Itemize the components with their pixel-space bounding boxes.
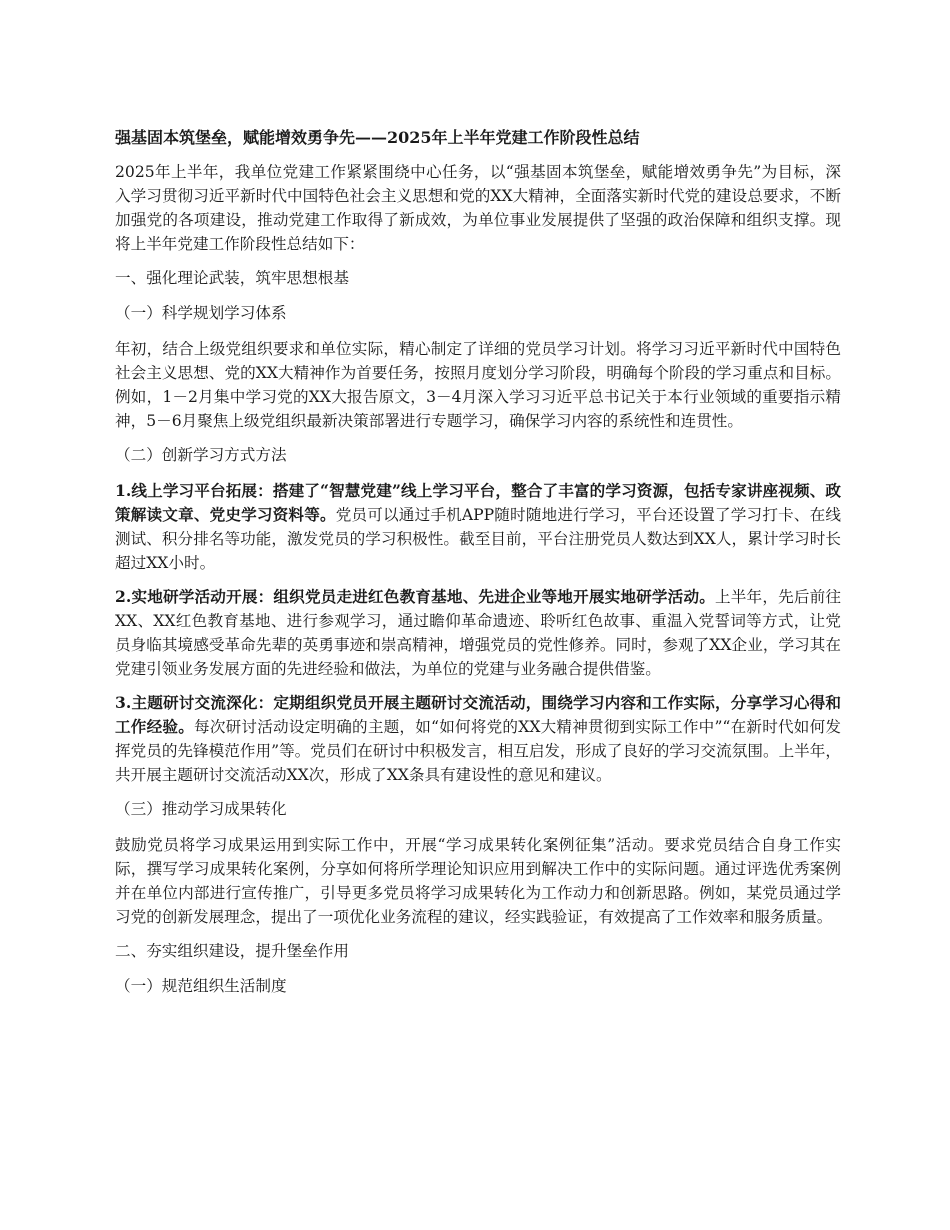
intro-paragraph: 2025年上半年，我单位党建工作紧紧围绕中心任务，以“强基固本筑堡垒，赋能增效勇争先”为目标，深入学习贯彻习近平新时代中国特色社会主义思想和党的XX大精神，全面落实新时代党的建设总要求，不断加强党的各项建设，推动党建工作取得了新成效，为单位事业发展提供了坚强的政治保障和组织支撑。现将上半年党建工作阶段性总结如下： xyxy=(115,163,841,253)
learning-item-2-text: 上半年，先后前往XX、XX红色教育基地、进行参观学习，通过瞻仰革命遗迹、聆听红色故事、重温入党誓词等方式，让党员身临其境感受革命先辈的英勇事迹和崇高精神，增强党员的党性修养。同时，参观了XX企业，学习其在党建引领业务发展方面的先进经验和做法，为单位的党建与业务融合提供借鉴。 xyxy=(115,588,842,678)
learning-item-2 xyxy=(115,585,841,681)
document-page xyxy=(115,126,841,1010)
section-2-sub-1-heading: （一）规范组织生活制度 xyxy=(115,977,287,995)
section-1-sub-1-heading: （一）科学规划学习体系 xyxy=(115,304,287,322)
learning-item-1-text: 党员可以通过手机APP随时随地进行学习，平台还设置了学习打卡、在线测试、积分排名等功能，激发党员的学习积极性。截至目前，平台注册党员人数达到XX人，累计学习时长超过XX小时。 xyxy=(115,506,841,572)
section-1-heading: 一、强化理论武装，筑牢思想根基 xyxy=(115,269,349,287)
section-1-sub-1-paragraph: 年初，结合上级党组织要求和单位实际，精心制定了详细的党员学习计划。将学习习近平新时代中国特色社会主义思想、党的XX大精神作为首要任务，按照月度划分学习阶段，明确每个阶段的学习重点和目标。例如，1－2月集中学习党的XX大报告原文，3－4月深入学习习近平总书记关于本行业领域的重要指示精神，5－6月聚焦上级党组织最新决策部署进行专题学习，确保学习内容的系统性和连贯性。 xyxy=(115,340,841,430)
section-1-sub-2-heading: （二）创新学习方式方法 xyxy=(115,446,287,464)
learning-item-2-lead: 2.实地研学活动开展：组织党员走进红色教育基地、先进企业等地开展实地研学活动。 xyxy=(115,587,715,606)
learning-item-3-text: 每次研讨活动设定明确的主题，如“如何将党的XX大精神贯彻到实际工作中”“在新时代如何发挥党员的先锋模范作用”等。党员们在研讨中积极发言，相互启发，形成了良好的学习交流氛围。上半年，共开展主题研讨交流活动XX次，形成了XX条具有建设性的意见和建议。 xyxy=(115,718,841,784)
learning-item-1 xyxy=(115,479,841,575)
section-1-sub-3-paragraph: 鼓励党员将学习成果运用到实际工作中，开展“学习成果转化案例征集”活动。要求党员结合自身工作实际，撰写学习成果转化案例，分享如何将所学理论知识应用到解决工作中的实际问题。通过评选优秀案例并在单位内部进行宣传推广，引导更多党员将学习成果转化为工作动力和创新思路。例如，某党员通过学习党的创新发展理念，提出了一项优化业务流程的建议，经实践验证，有效提高了工作效率和服务质量。 xyxy=(115,836,841,926)
section-1-sub-3-heading: （三）推动学习成果转化 xyxy=(115,800,287,818)
learning-item-3-lead: 3.主题研讨交流深化：定期组织党员开展主题研讨交流活动，围绕学习内容和工作实际，分享学习心得和工作经验。 xyxy=(115,693,841,736)
learning-item-1-lead: 1.线上学习平台拓展：搭建了“智慧党建”线上学习平台，整合了丰富的学习资源，包括专家讲座视频、政策解读文章、党史学习资料等。 xyxy=(115,481,841,524)
document-title: 强基固本筑堡垒，赋能增效勇争先——2025年上半年党建工作阶段性总结 xyxy=(115,128,640,147)
learning-item-3 xyxy=(115,691,841,787)
section-2-heading: 二、夯实组织建设，提升堡垒作用 xyxy=(115,942,349,960)
